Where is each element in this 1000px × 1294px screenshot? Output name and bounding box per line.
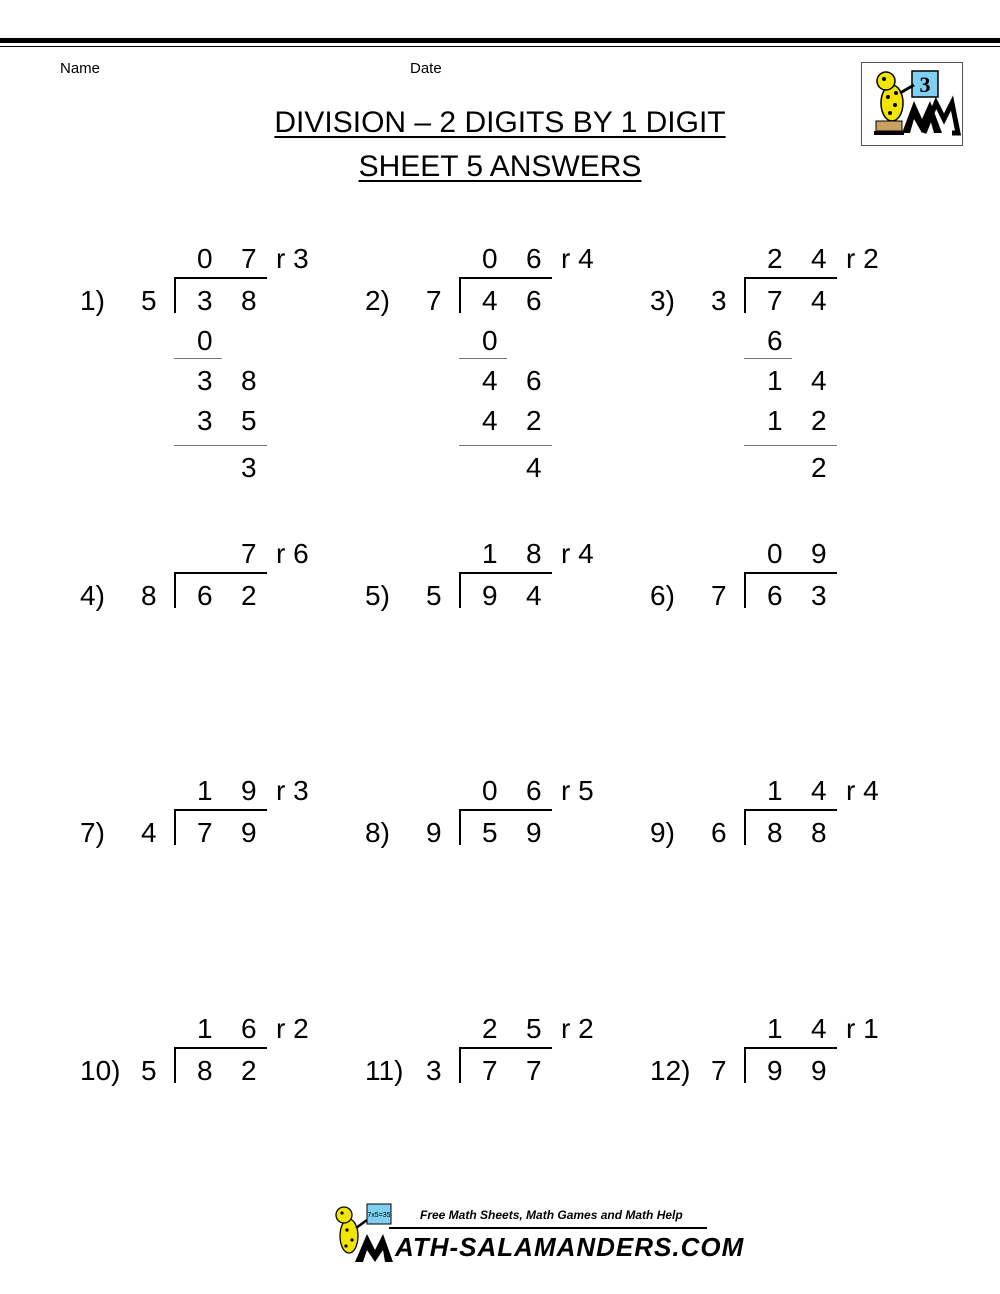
grade-badge: 3 [919, 72, 931, 97]
quotient-digit: 0 [767, 538, 783, 569]
work-rule [744, 358, 792, 359]
quotient-digit: 1 [197, 775, 213, 806]
division-bar [459, 277, 552, 279]
division-bracket [174, 809, 176, 845]
problem-number: 7) [80, 817, 105, 848]
header-rule-thick [0, 38, 1000, 43]
dividend-digit: 9 [767, 1055, 783, 1086]
quotient-digit: 1 [482, 538, 498, 569]
division-bar [174, 572, 267, 574]
dividend-digit: 7 [526, 1055, 542, 1086]
work-digit: 6 [526, 365, 542, 396]
divisor: 8 [141, 580, 157, 611]
division-problem [345, 240, 625, 483]
dividend-digit: 9 [526, 817, 542, 848]
work-digit: 0 [482, 325, 498, 356]
division-bar [459, 809, 552, 811]
dividend-digit: 2 [241, 580, 257, 611]
quotient-digit: 4 [811, 243, 827, 274]
problem-number: 8) [365, 817, 390, 848]
division-problem [60, 535, 340, 775]
divisor: 5 [141, 285, 157, 316]
dividend-digit: 9 [811, 1055, 827, 1086]
divisor: 7 [426, 285, 442, 316]
division-bar [174, 1047, 267, 1049]
divisor: 7 [711, 580, 727, 611]
divisor: 9 [426, 817, 442, 848]
quotient-digit: 2 [482, 1013, 498, 1044]
division-problem [60, 1010, 340, 1250]
division-bracket [174, 277, 176, 313]
work-digit: 4 [811, 365, 827, 396]
dividend-digit: 4 [526, 580, 542, 611]
division-bracket [459, 809, 461, 845]
dividend-digit: 4 [482, 285, 498, 316]
dividend-digit: 6 [526, 285, 542, 316]
problem-number: 1) [80, 285, 105, 316]
division-problem [630, 535, 910, 775]
division-bar [744, 809, 837, 811]
divisor: 3 [426, 1055, 442, 1086]
dividend-digit: 9 [482, 580, 498, 611]
final-remainder: 4 [526, 452, 542, 483]
dividend-digit: 8 [767, 817, 783, 848]
quotient-digit: 1 [197, 1013, 213, 1044]
divisor: 5 [426, 580, 442, 611]
division-bar [459, 572, 552, 574]
problem-number: 5) [365, 580, 390, 611]
quotient-digit: 1 [767, 775, 783, 806]
division-bracket [744, 277, 746, 313]
quotient-digit: 1 [767, 1013, 783, 1044]
dividend-digit: 7 [482, 1055, 498, 1086]
division-bar [744, 277, 837, 279]
quotient-digit: 6 [241, 1013, 257, 1044]
work-digit: 5 [241, 405, 257, 436]
quotient-digit: 0 [482, 243, 498, 274]
division-bracket [174, 1047, 176, 1083]
division-bar [174, 277, 267, 279]
quotient-digit: 7 [241, 538, 257, 569]
remainder: r 6 [276, 538, 309, 569]
quotient-digit: 9 [241, 775, 257, 806]
division-bracket [744, 572, 746, 608]
dividend-digit: 7 [197, 817, 213, 848]
work-digit: 3 [197, 365, 213, 396]
remainder: r 3 [276, 775, 309, 806]
dividend-digit: 9 [241, 817, 257, 848]
work-digit: 0 [197, 325, 213, 356]
problem-number: 3) [650, 285, 675, 316]
date-label: Date [410, 60, 442, 77]
work-digit: 6 [767, 325, 783, 356]
dividend-digit: 8 [811, 817, 827, 848]
footer-tagline: Free Math Sheets, Math Games and Math Help [420, 1208, 683, 1222]
remainder: r 2 [561, 1013, 594, 1044]
work-rule [174, 358, 222, 359]
quotient-digit: 8 [526, 538, 542, 569]
work-digit: 4 [482, 365, 498, 396]
division-problem [345, 535, 625, 775]
division-bracket [744, 809, 746, 845]
dividend-digit: 4 [811, 285, 827, 316]
dividend-digit: 6 [197, 580, 213, 611]
quotient-digit: 4 [811, 775, 827, 806]
footer-badge-text: 7x5=35 [367, 1212, 391, 1219]
division-problem [630, 772, 910, 1012]
division-bracket [459, 572, 461, 608]
remainder: r 4 [561, 243, 594, 274]
work-digit: 1 [767, 365, 783, 396]
problem-number: 4) [80, 580, 105, 611]
division-bracket [744, 1047, 746, 1083]
work-digit: 8 [241, 365, 257, 396]
page-subtitle: SHEET 5 ANSWERS [358, 150, 642, 183]
problem-number: 11) [365, 1055, 404, 1086]
problem-number: 10) [80, 1055, 121, 1086]
division-bar [174, 809, 267, 811]
salamander-icon [862, 63, 962, 145]
division-problem [60, 772, 340, 1012]
dividend-digit: 3 [197, 285, 213, 316]
divisor: 7 [711, 1055, 727, 1086]
work-digit: 4 [482, 405, 498, 436]
division-problem [630, 240, 910, 483]
name-label: Name [60, 60, 101, 77]
dividend-digit: 5 [482, 817, 498, 848]
division-bar [744, 1047, 837, 1049]
remainder: r 2 [846, 243, 879, 274]
dividend-digit: 8 [197, 1055, 213, 1086]
work-rule [459, 445, 552, 446]
divisor: 6 [711, 817, 727, 848]
remainder: r 5 [561, 775, 594, 806]
dividend-digit: 3 [811, 580, 827, 611]
quotient-digit: 5 [526, 1013, 542, 1044]
problem-number: 12) [650, 1055, 691, 1086]
problem-number: 9) [650, 817, 675, 848]
work-digit: 2 [811, 405, 827, 436]
dividend-digit: 6 [767, 580, 783, 611]
division-bracket [174, 572, 176, 608]
footer-logo [327, 1200, 745, 1270]
divisor: 4 [141, 817, 157, 848]
quotient-digit: 0 [482, 775, 498, 806]
work-digit: 3 [197, 405, 213, 436]
dividend-digit: 7 [767, 285, 783, 316]
remainder: r 4 [846, 775, 879, 806]
quotient-digit: 7 [241, 243, 257, 274]
division-bar [744, 572, 837, 574]
final-remainder: 3 [241, 452, 257, 483]
header-rule-thin [0, 46, 1000, 47]
footer-site-name: ATH-SALAMANDERS.COM [395, 1232, 745, 1262]
remainder: r 1 [846, 1013, 879, 1044]
work-rule [459, 358, 507, 359]
remainder: r 4 [561, 538, 594, 569]
dividend-digit: 2 [241, 1055, 257, 1086]
page-title: DIVISION – 2 DIGITS BY 1 DIGIT [274, 106, 726, 139]
math-salamanders-logo [861, 62, 963, 146]
quotient-digit: 6 [526, 243, 542, 274]
division-bracket [459, 277, 461, 313]
divisor: 3 [711, 285, 727, 316]
quotient-digit: 0 [197, 243, 213, 274]
dividend-digit: 8 [241, 285, 257, 316]
work-rule [744, 445, 837, 446]
final-remainder: 2 [811, 452, 827, 483]
division-problem [345, 772, 625, 1012]
quotient-digit: 4 [811, 1013, 827, 1044]
quotient-digit: 9 [811, 538, 827, 569]
quotient-digit: 6 [526, 775, 542, 806]
quotient-digit: 2 [767, 243, 783, 274]
remainder: r 2 [276, 1013, 309, 1044]
division-bracket [459, 1047, 461, 1083]
divisor: 5 [141, 1055, 157, 1086]
problem-number: 6) [650, 580, 675, 611]
work-rule [174, 445, 267, 446]
problem-number: 2) [365, 285, 390, 316]
work-digit: 2 [526, 405, 542, 436]
division-problem [60, 240, 340, 483]
division-bar [459, 1047, 552, 1049]
work-digit: 1 [767, 405, 783, 436]
remainder: r 3 [276, 243, 309, 274]
